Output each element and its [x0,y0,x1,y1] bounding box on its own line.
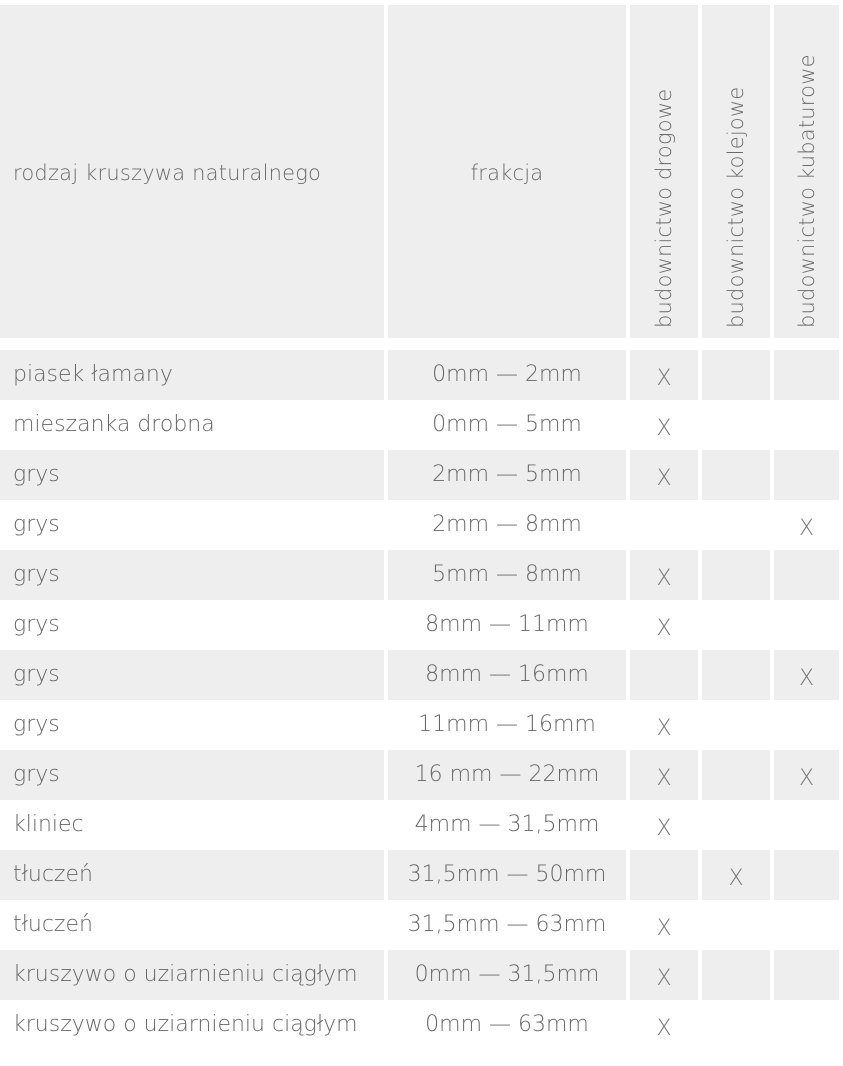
cell-fraction-text: 0mm — 2mm [432,362,582,387]
cell-building-mark: X [798,666,815,691]
cell-type [0,900,384,950]
cell-type [0,500,384,550]
header-cell-rail [702,5,770,338]
cell-fraction-text: 2mm — 8mm [432,512,582,537]
cell-fraction-text: 11mm — 16mm [418,712,596,737]
cell-building-mark: X [798,766,815,791]
cell-type [0,450,384,500]
cell-building [774,550,839,600]
cell-type-text: grys [13,662,60,687]
table-row [0,550,843,600]
cell-type [0,350,384,400]
cell-fraction-text: 4mm — 31,5mm [414,812,600,837]
cell-rail [702,500,770,550]
cell-fraction-text: 0mm — 63mm [425,1012,589,1037]
cell-road-mark: X [656,816,672,841]
cell-building [774,600,839,650]
cell-rail [702,850,770,900]
cell-rail [702,350,770,400]
table-row [0,400,843,450]
cell-building-mark: X [798,516,815,541]
cell-rail [702,650,770,700]
cell-road [630,950,698,1000]
cell-fraction-text: 2mm — 5mm [432,462,582,487]
cell-type [0,750,384,800]
cell-road-mark: X [656,566,672,591]
table-row [0,350,843,400]
cell-type [0,650,384,700]
cell-type-text: grys [13,712,60,737]
header-cell-type [0,5,384,338]
cell-fraction-text: 31,5mm — 50mm [407,862,607,887]
cell-type-text: tłuczeń [13,862,93,887]
cell-type [0,550,384,600]
header-cell-road [630,5,698,338]
cell-type [0,400,384,450]
cell-road [630,450,698,500]
header-rail-label: budownictwo kolejowe [724,86,748,328]
table-row [0,950,843,1000]
cell-rail [702,1000,770,1050]
cell-type [0,600,384,650]
cell-road [630,400,698,450]
table-row [0,900,843,950]
cell-rail [702,700,770,750]
table-row [0,850,843,900]
cell-rail [702,750,770,800]
table-row [0,500,843,550]
cell-fraction [388,650,626,700]
cell-type-text: kruszywo o uziarnieniu ciągłym [13,1012,358,1037]
header-type-label: rodzaj kruszywa naturalnego [13,161,322,185]
cell-fraction [388,900,626,950]
table-row [0,650,843,700]
cell-fraction-text: 31,5mm — 63mm [407,912,607,937]
header-road-label: budownictwo drogowe [652,88,676,328]
cell-rail [702,900,770,950]
cell-type [0,800,384,850]
cell-road [630,550,698,600]
cell-type-text: piasek łamany [13,362,173,387]
cell-road-mark: X [656,616,672,641]
cell-building [774,1000,839,1050]
cell-road-mark: X [656,416,672,441]
cell-building [774,650,839,700]
table-row [0,1000,843,1050]
cell-rail [702,550,770,600]
header-fraction-label: frakcja [470,161,544,185]
cell-road-mark: X [656,916,672,941]
table-row [0,800,843,850]
cell-fraction [388,750,626,800]
cell-type [0,850,384,900]
cell-road [630,900,698,950]
cell-fraction-text: 16 mm — 22mm [414,762,600,787]
cell-fraction [388,1000,626,1050]
cell-road-mark: X [656,466,672,491]
cell-rail [702,400,770,450]
cell-rail [702,800,770,850]
cell-rail [702,450,770,500]
cell-building [774,700,839,750]
cell-fraction [388,800,626,850]
cell-road [630,350,698,400]
cell-fraction [388,600,626,650]
cell-rail [702,600,770,650]
cell-fraction-text: 8mm — 11mm [425,612,589,637]
header-cell-fraction [388,5,626,338]
cell-type-text: tłuczeń [13,912,93,937]
cell-building [774,400,839,450]
cell-building [774,750,839,800]
cell-road-mark: X [656,716,672,741]
cell-fraction-text: 8mm — 16mm [425,662,589,687]
cell-building [774,900,839,950]
cell-road-mark: X [656,966,672,991]
cell-road [630,700,698,750]
cell-type-text: grys [13,762,60,787]
cell-road-mark: X [656,366,672,391]
cell-road [630,850,698,900]
cell-type-text: kliniec [13,812,84,837]
cell-building [774,450,839,500]
cell-building [774,800,839,850]
cell-type [0,1000,384,1050]
cell-building [774,500,839,550]
header-building-label: budownictwo kubaturowe [794,54,819,328]
cell-fraction [388,700,626,750]
header-cell-building [774,5,839,338]
cell-road [630,600,698,650]
cell-road-mark: X [656,766,672,791]
table-row [0,750,843,800]
cell-type-text: grys [13,562,60,587]
cell-fraction [388,950,626,1000]
cell-road-mark: X [656,1016,672,1041]
cell-type-text: grys [13,512,60,537]
cell-building [774,950,839,1000]
cell-fraction-text: 5mm — 8mm [432,562,582,587]
table-row [0,600,843,650]
cell-fraction-text: 0mm — 5mm [432,412,582,437]
table-row [0,700,843,750]
cell-road [630,650,698,700]
cell-fraction [388,400,626,450]
cell-road [630,1000,698,1050]
cell-rail-mark: X [728,866,744,891]
cell-road [630,800,698,850]
cell-fraction [388,350,626,400]
cell-type [0,700,384,750]
cell-building [774,850,839,900]
cell-fraction-text: 0mm — 31,5mm [414,962,600,987]
cell-type-text: grys [13,462,60,487]
cell-fraction [388,850,626,900]
cell-fraction [388,450,626,500]
table-row [0,450,843,500]
cell-type-text: kruszywo o uziarnieniu ciągłym [13,962,358,987]
cell-type-text: mieszanka drobna [13,412,215,437]
cell-type-text: grys [13,612,60,637]
cell-fraction [388,550,626,600]
cell-fraction [388,500,626,550]
cell-rail [702,950,770,1000]
cell-road [630,750,698,800]
cell-building [774,350,839,400]
cell-type [0,950,384,1000]
cell-road [630,500,698,550]
